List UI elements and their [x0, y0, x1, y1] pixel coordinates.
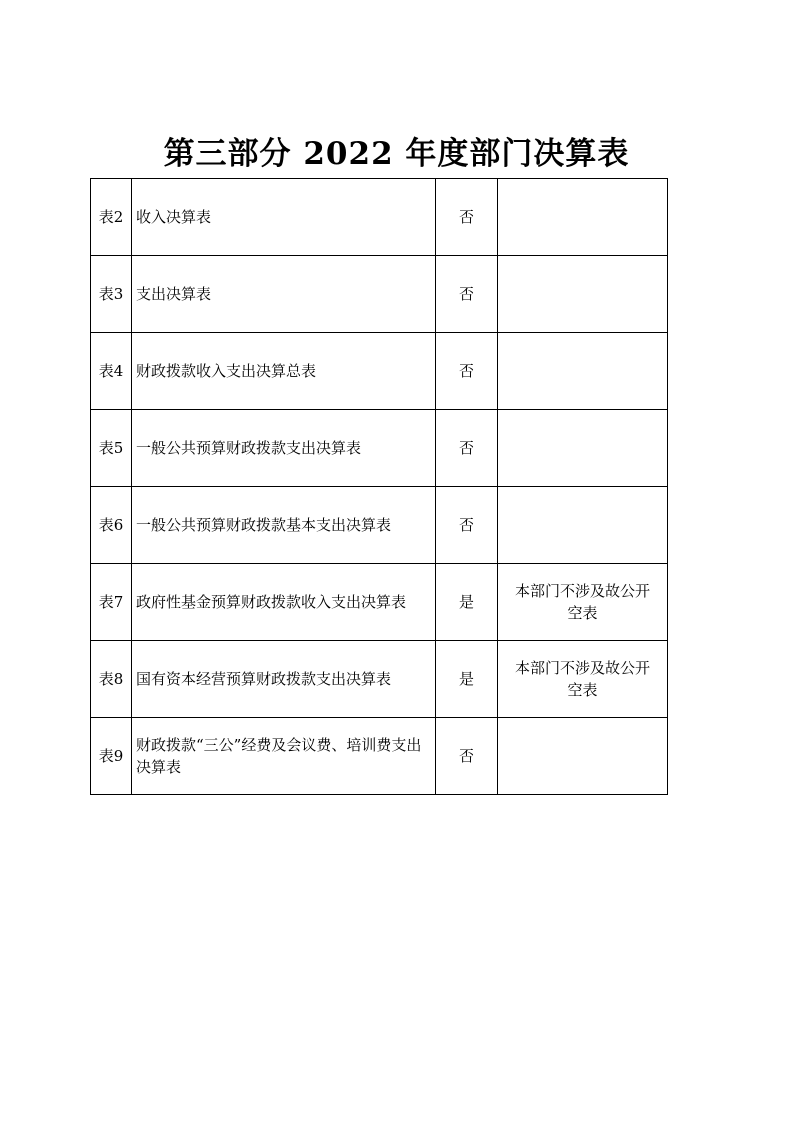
table-name-cell: 一般公共预算财政拨款支出决算表 [132, 410, 436, 487]
table-name-cell: 财政拨款“三公”经费及会议费、培训费支出决算表 [132, 718, 436, 795]
report-catalog-table [90, 178, 668, 795]
table-number-cell: 表6 [91, 487, 132, 564]
note-cell [498, 410, 668, 487]
note-cell: 本部门不涉及故公开空表 [498, 641, 668, 718]
table-name-cell: 国有资本经营预算财政拨款支出决算表 [132, 641, 436, 718]
table-row [91, 333, 668, 410]
empty-flag-cell: 否 [436, 487, 498, 564]
empty-flag-cell: 否 [436, 718, 498, 795]
table-number-cell: 表2 [91, 179, 132, 256]
note-cell [498, 718, 668, 795]
table-row [91, 564, 668, 641]
table-number-cell: 表5 [91, 410, 132, 487]
table-row [91, 410, 668, 487]
note-cell [498, 256, 668, 333]
note-cell [498, 179, 668, 256]
table-row [91, 256, 668, 333]
table-number-cell: 表9 [91, 718, 132, 795]
table-name-cell: 财政拨款收入支出决算总表 [132, 333, 436, 410]
note-cell: 本部门不涉及故公开空表 [498, 564, 668, 641]
table-number-cell: 表4 [91, 333, 132, 410]
table-number-cell: 表8 [91, 641, 132, 718]
empty-flag-cell: 否 [436, 333, 498, 410]
empty-flag-cell: 是 [436, 641, 498, 718]
empty-flag-cell: 否 [436, 256, 498, 333]
note-cell [498, 333, 668, 410]
table-number-cell: 表7 [91, 564, 132, 641]
table-name-cell: 支出决算表 [132, 256, 436, 333]
note-cell [498, 487, 668, 564]
empty-flag-cell: 否 [436, 410, 498, 487]
table-row [91, 641, 668, 718]
table-row [91, 487, 668, 564]
empty-flag-cell: 否 [436, 179, 498, 256]
table-number-cell: 表3 [91, 256, 132, 333]
table-row [91, 179, 668, 256]
table-name-cell: 收入决算表 [132, 179, 436, 256]
table-row [91, 718, 668, 795]
page-title: 第三部分 2022 年度部门决算表 [163, 136, 630, 172]
empty-flag-cell: 是 [436, 564, 498, 641]
table-name-cell: 一般公共预算财政拨款基本支出决算表 [132, 487, 436, 564]
table-name-cell: 政府性基金预算财政拨款收入支出决算表 [132, 564, 436, 641]
